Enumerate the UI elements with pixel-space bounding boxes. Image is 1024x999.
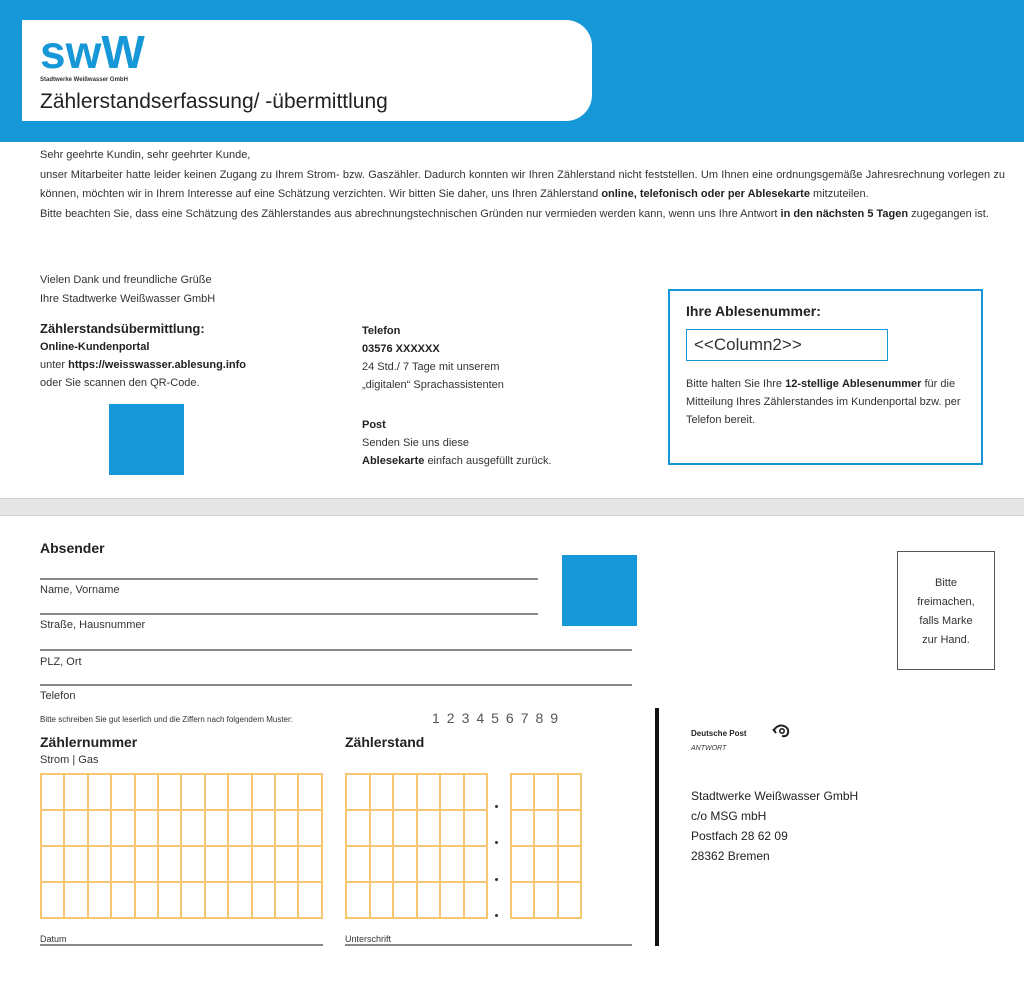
paragraph-1-text: unser Mitarbeiter hatte leider keinen Zugang zu Ihrem Strom- bzw. Gaszähler. Dadurch konnten wir Ihren Zählerstand nicht feststellen. Um Ihnen eine ordnungsgemäße Jahresrechnung vorlegen zu können, möchten wir in Ihrem Interesse auf eine Schätzung verzichten. Wir bitten Sie daher, uns Ihren Zählerstand bbox=[40, 168, 1005, 200]
ablesenummer-note bbox=[686, 375, 965, 429]
digit-sample: 123456789 bbox=[432, 710, 566, 726]
digit-cell[interactable] bbox=[42, 775, 65, 811]
post-horn-icon bbox=[772, 722, 792, 740]
phone-hours: 24 Std./ 7 Tage mit unserem bbox=[362, 361, 500, 373]
digit-cell[interactable] bbox=[182, 811, 205, 847]
digit-cell[interactable] bbox=[159, 811, 182, 847]
digit-cell[interactable] bbox=[559, 847, 582, 883]
qr-code-bottom bbox=[562, 555, 637, 626]
address-divider bbox=[655, 708, 659, 946]
digit-cell[interactable] bbox=[253, 883, 276, 919]
stamp-line-4: zur Hand. bbox=[922, 634, 970, 646]
digit-cell[interactable] bbox=[441, 811, 465, 847]
closing bbox=[40, 271, 215, 309]
digit-cell[interactable] bbox=[229, 811, 252, 847]
digit-cell[interactable] bbox=[136, 883, 159, 919]
digit-cell[interactable] bbox=[535, 847, 558, 883]
digit-cell[interactable] bbox=[253, 847, 276, 883]
digit-cell[interactable] bbox=[512, 775, 535, 811]
digit-cell[interactable] bbox=[418, 775, 442, 811]
city-line[interactable] bbox=[40, 649, 632, 651]
digit-cell[interactable] bbox=[206, 811, 229, 847]
brand-text: swW bbox=[40, 26, 145, 78]
street-line[interactable] bbox=[40, 613, 538, 615]
stamp-line-3: falls Marke bbox=[919, 615, 973, 627]
digit-cell[interactable] bbox=[42, 847, 65, 883]
digit-cell[interactable] bbox=[112, 847, 135, 883]
decimal-point bbox=[495, 805, 498, 808]
recipient-line-3: Postfach 28 62 09 bbox=[691, 829, 788, 843]
scan-text: oder Sie scannen den QR-Code. bbox=[40, 377, 200, 389]
digit-cell[interactable] bbox=[347, 847, 371, 883]
digit-cell[interactable] bbox=[65, 775, 88, 811]
digit-cell[interactable] bbox=[299, 811, 322, 847]
post-line-2-rest: einfach ausgefüllt zurück. bbox=[427, 455, 552, 467]
paragraph-2-bold: in den nächsten 5 Tagen bbox=[780, 207, 909, 220]
digit-cell[interactable] bbox=[89, 775, 112, 811]
date-line[interactable] bbox=[40, 944, 323, 946]
digit-cell[interactable] bbox=[159, 775, 182, 811]
digit-cell[interactable] bbox=[253, 775, 276, 811]
meter-number-grid[interactable] bbox=[40, 773, 323, 919]
recipient-address bbox=[691, 786, 858, 866]
digit-cell[interactable] bbox=[65, 883, 88, 919]
digit-cell[interactable] bbox=[276, 883, 299, 919]
digit-cell[interactable] bbox=[465, 883, 489, 919]
ablesenummer-field: <<Column2>> bbox=[686, 329, 888, 361]
digit-cell[interactable] bbox=[112, 811, 135, 847]
digit-cell[interactable] bbox=[206, 883, 229, 919]
digit-cell[interactable] bbox=[206, 847, 229, 883]
digit-cell[interactable] bbox=[371, 811, 395, 847]
digit-cell[interactable] bbox=[159, 883, 182, 919]
meter-reading-integer-grid[interactable] bbox=[345, 773, 488, 919]
phone-label: Telefon bbox=[362, 325, 401, 337]
digit-cell[interactable] bbox=[136, 811, 159, 847]
digit-cell[interactable] bbox=[418, 811, 442, 847]
digit-cell[interactable] bbox=[136, 847, 159, 883]
ablesenummer-box bbox=[668, 289, 983, 465]
note-bold-1: 12-stellige bbox=[785, 378, 839, 390]
street-label: Straße, Hausnummer bbox=[40, 619, 146, 631]
digit-cell[interactable] bbox=[371, 883, 395, 919]
digit-cell[interactable] bbox=[441, 775, 465, 811]
digit-cell[interactable] bbox=[559, 883, 582, 919]
letter-paragraph-2 bbox=[40, 205, 1005, 225]
note-text-a: Bitte halten Sie Ihre bbox=[686, 378, 783, 390]
paragraph-2-end: zugegangen ist. bbox=[911, 207, 989, 220]
date-label: Datum bbox=[40, 934, 67, 944]
swW-logo bbox=[40, 26, 190, 78]
post-card-bold: Ablesekarte bbox=[362, 455, 425, 467]
digit-cell[interactable] bbox=[347, 811, 371, 847]
digit-cell[interactable] bbox=[276, 775, 299, 811]
submission-heading: Zählerstandsübermittlung: bbox=[40, 321, 205, 336]
digit-cell[interactable] bbox=[418, 883, 442, 919]
signature-label: Unterschrift bbox=[345, 934, 392, 944]
stamp-line-2: freimachen, bbox=[917, 596, 975, 608]
meter-reading-label: Zählerstand bbox=[345, 734, 425, 750]
digit-cell[interactable] bbox=[535, 775, 558, 811]
meter-number-label: Zählernummer bbox=[40, 734, 138, 750]
phone-assistant: „digitalen“ Sprachassistenten bbox=[362, 379, 504, 391]
recipient-line-1: Stadtwerke Weißwasser GmbH bbox=[691, 789, 859, 803]
digit-cell[interactable] bbox=[394, 883, 418, 919]
post-line-2 bbox=[362, 452, 642, 470]
greeting: Sehr geehrte Kundin, sehr geehrter Kunde, bbox=[40, 149, 251, 161]
online-submission bbox=[40, 320, 340, 392]
digit-cell[interactable] bbox=[299, 847, 322, 883]
digit-cell[interactable] bbox=[182, 775, 205, 811]
digit-cell[interactable] bbox=[465, 811, 489, 847]
deutsche-post-label: Deutsche Post bbox=[691, 729, 747, 738]
digit-cell[interactable] bbox=[371, 775, 395, 811]
digits-hint: Bitte schreiben Sie gut leserlich und die Ziffern nach folgendem Muster: bbox=[40, 715, 293, 724]
digit-cell[interactable] bbox=[535, 883, 558, 919]
post-line-1: Senden Sie uns diese bbox=[362, 437, 470, 449]
brand-subtitle: Stadtwerke Weißwasser GmbH bbox=[40, 77, 128, 83]
page-title: Zählerstandserfassung/ -übermittlung bbox=[40, 90, 388, 113]
digit-cell[interactable] bbox=[65, 847, 88, 883]
portal-url-line bbox=[40, 356, 340, 374]
digit-cell[interactable] bbox=[229, 847, 252, 883]
digit-cell[interactable] bbox=[535, 811, 558, 847]
recipient-line-4: 28362 Bremen bbox=[691, 849, 770, 863]
paragraph-1-end: mitzuteilen. bbox=[813, 188, 869, 200]
digit-cell[interactable] bbox=[42, 811, 65, 847]
note-text-b: für die Mitteilung Ihres Zählerstandes im Kundenportal bzw. per Telefon bereit. bbox=[686, 378, 961, 426]
paragraph-2-text: Bitte beachten Sie, dass eine Schätzung des Zählerstandes aus abrechnungstechnischen Gründen nur vermieden werden kann, wenn uns Ihre Antwort bbox=[40, 207, 778, 220]
qr-code-top bbox=[109, 404, 184, 475]
digit-cell[interactable] bbox=[229, 883, 252, 919]
digit-cell[interactable] bbox=[512, 847, 535, 883]
sender-heading: Absender bbox=[40, 540, 105, 556]
digit-cell[interactable] bbox=[136, 775, 159, 811]
closing-line-2: Ihre Stadtwerke Weißwasser GmbH bbox=[40, 293, 216, 305]
digit-cell[interactable] bbox=[512, 883, 535, 919]
phone-number: 03576 XXXXXX bbox=[362, 343, 440, 355]
under-text: unter bbox=[40, 359, 66, 371]
digit-cell[interactable] bbox=[276, 811, 299, 847]
spacer bbox=[362, 394, 642, 416]
digit-cell[interactable] bbox=[465, 775, 489, 811]
digit-cell[interactable] bbox=[512, 811, 535, 847]
stamp-box bbox=[897, 551, 995, 670]
digit-cell[interactable] bbox=[347, 775, 371, 811]
letter-paragraph-1 bbox=[40, 166, 1005, 205]
digit-cell[interactable] bbox=[394, 847, 418, 883]
paragraph-1-bold: online, telefonisch oder per Ablesekarte bbox=[601, 188, 810, 200]
digit-cell[interactable] bbox=[253, 811, 276, 847]
digit-cell[interactable] bbox=[89, 883, 112, 919]
digit-cell[interactable] bbox=[559, 775, 582, 811]
digit-cell[interactable] bbox=[441, 883, 465, 919]
digit-cell[interactable] bbox=[299, 883, 322, 919]
phone-line[interactable] bbox=[40, 684, 632, 686]
decimal-point bbox=[495, 841, 498, 844]
digit-cell[interactable] bbox=[394, 811, 418, 847]
digit-cell[interactable] bbox=[394, 775, 418, 811]
digit-cell[interactable] bbox=[229, 775, 252, 811]
digit-cell[interactable] bbox=[441, 847, 465, 883]
decimal-point bbox=[495, 914, 498, 917]
name-label: Name, Vorname bbox=[40, 584, 120, 596]
portal-label: Online-Kundenportal bbox=[40, 341, 150, 353]
phone-post-column bbox=[362, 322, 642, 470]
digit-cell[interactable] bbox=[371, 847, 395, 883]
portal-url-link[interactable]: https://weisswasser.ablesung.info bbox=[68, 359, 247, 371]
stamp-line-1: Bitte bbox=[934, 577, 957, 589]
city-label: PLZ, Ort bbox=[40, 656, 82, 668]
digit-cell[interactable] bbox=[465, 847, 489, 883]
recipient-line-2: c/o MSG mbH bbox=[691, 809, 767, 823]
closing-line-1: Vielen Dank und freundliche Grüße bbox=[40, 274, 212, 286]
digit-cell[interactable] bbox=[182, 847, 205, 883]
perforation-fold bbox=[0, 498, 1024, 516]
note-bold-2: Ablesenummer bbox=[841, 378, 922, 390]
decimal-point bbox=[495, 878, 498, 881]
digit-cell[interactable] bbox=[159, 847, 182, 883]
digit-cell[interactable] bbox=[299, 775, 322, 811]
ablesenummer-title: Ihre Ablesenummer: bbox=[686, 303, 821, 319]
digit-cell[interactable] bbox=[65, 811, 88, 847]
digit-cell[interactable] bbox=[89, 847, 112, 883]
post-label: Post bbox=[362, 419, 386, 431]
letter-body bbox=[40, 146, 1005, 224]
digit-cell[interactable] bbox=[112, 775, 135, 811]
name-line[interactable] bbox=[40, 578, 538, 580]
digit-cell[interactable] bbox=[42, 883, 65, 919]
phone-field-label: Telefon bbox=[40, 690, 76, 702]
digit-cell[interactable] bbox=[559, 811, 582, 847]
digit-cell[interactable] bbox=[89, 811, 112, 847]
meter-type-label: Strom | Gas bbox=[40, 754, 99, 766]
digit-cell[interactable] bbox=[182, 883, 205, 919]
digit-cell[interactable] bbox=[347, 883, 371, 919]
digit-cell[interactable] bbox=[112, 883, 135, 919]
digit-cell[interactable] bbox=[276, 847, 299, 883]
digit-cell[interactable] bbox=[418, 847, 442, 883]
signature-line[interactable] bbox=[345, 944, 632, 946]
deutsche-post-sub: ANTWORT bbox=[691, 745, 727, 752]
digit-cell[interactable] bbox=[206, 775, 229, 811]
meter-reading-decimal-grid[interactable] bbox=[510, 773, 582, 919]
